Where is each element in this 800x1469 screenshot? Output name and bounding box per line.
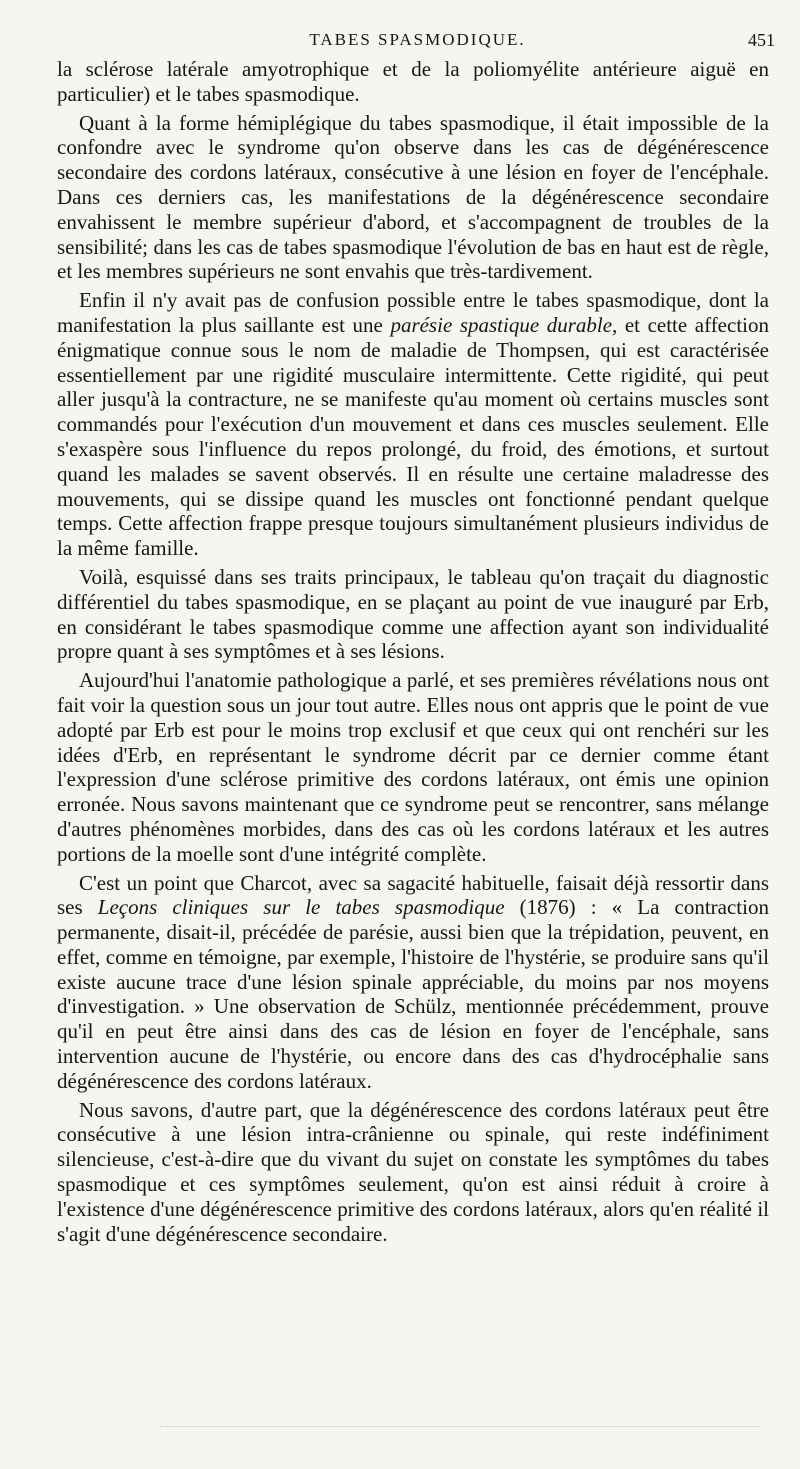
- paragraph-pathology: Aujourd'hui l'anatomie pathologique a parlé, et ses premières révélations nous ont fait voir la question sous un jour tout autre. Elles nous ont appris que le point de vue adopté par Erb est pour le moins trop exclusif et que ceux qui ont renchéri sur les idées d'Erb, en représentant le syndrome décrit par ce dernier comme étant l'expression d'une sclérose primitive des cordons latéraux, ont émis une opinion erronée. Nous savons maintenant que ce syndrome peut se rencontrer, sans mélange d'autres phénomènes morbides, dans des cas où les cordons latéraux et les autres portions de la moelle sont d'une intégrité complète.: [57, 668, 769, 866]
- paragraph-charcot-after: (1876) : « La contraction permanente, disait-il, précédée de parésie, aussi bien que la trépidation, peuvent, en effet, comme en témoigne, par exemple, l'histoire de l'hystérie, se produire sans qu'il existe aucune trace d'une lésion spinale appréciable, du moins par nos moyens d'investigation. » Une observation de Schülz, mentionnée précédemment, prouve qu'il en peut être ainsi dans des cas de lésion en foyer de l'encéphale, sans intervention aucune de l'hystérie, ou encore dans des cas d'hydrocéphalie sans dégénérescence des cordons latéraux.: [57, 895, 769, 1093]
- paragraph-secondary-degeneration: Nous savons, d'autre part, que la dégénérescence des cordons latéraux peut être consécutive à une lésion intra-crânienne ou spinale, qui reste indéfiniment silencieuse, c'est-à-dire que du vivant du sujet on constate les symptômes du tabes spasmodique et ces symptômes seulement, qu'on est ainsi réduit à croire à l'existence d'une dégénérescence primitive des cordons latéraux, alors qu'en réalité il s'agit d'une dégénérescence secondaire.: [57, 1097, 769, 1246]
- text-block: [57, 57, 769, 1337]
- paragraph-charcot-quote: [57, 871, 769, 1094]
- paragraph-charcot-italic: Leçons cliniques sur le tabes spasmodique: [97, 895, 505, 920]
- page-number: 451: [748, 30, 775, 50]
- paragraph-thompsen-disease: [57, 288, 769, 561]
- running-title: TABES SPASMODIQUE.: [309, 30, 526, 49]
- paragraph-thompsen-after: , et cette affection énigmatique connue sous le nom de maladie de Thompsen, qui est caractérisée essentiellement par une rigidité musculaire intermittente. Cette rigidité, qui peut aller jusqu'à la contracture, ne se manifeste qu'au moment où certains muscles sont commandés pour l'exécution d'un mouvement et dans ces muscles seulement. Elle s'exaspère sous l'influence du repos prolongé, du froid, des émotions, et surtout quand les malades se savent observés. Il en résulte une certaine maladresse des mouvements, qui se dissipe quand les muscles ont fonctionné pendant quelque temps. Cette affection frappe presque toujours simultanément plusieurs individus de la même famille.: [57, 312, 769, 561]
- paragraph-erb-diagnostic: Voilà, esquissé dans ses traits principaux, le tableau qu'on traçait du diagnostic différentiel du tabes spasmodique, en se plaçant au point de vue inauguré par Erb, en considérant le tabes spasmodique comme une affection ayant son individualité propre quant à ses symptômes et à ses lésions.: [57, 564, 769, 664]
- footer-print-marks: [160, 1426, 760, 1435]
- paragraph-charcot-before: C'est un point que Charcot, avec sa sagacité habituelle, faisait déjà ressortir dans ses: [57, 870, 769, 920]
- paragraph-thompsen-italic: parésie spastique durable: [390, 312, 613, 337]
- continuation-paragraph: la sclérose latérale amyotrophique et de la poliomyélite antérieure aiguë en particulier) et le tabes spasmodique.: [57, 57, 769, 106]
- running-head: [60, 30, 775, 58]
- paragraph-thompsen-before: Enfin il n'y avait pas de confusion possible entre le tabes spasmodique, dont la manifestation la plus saillante est une: [57, 288, 769, 337]
- paragraph-hemiplegic-form: Quant à la forme hémiplégique du tabes spasmodique, il était impossible de la confondre avec le syndrome qu'on observe dans les cas de dégénérescence secondaire des cordons latéraux, consécutive à une lésion en foyer de l'encéphale. Dans ces derniers cas, les manifestations de la dégénérescence secondaire envahissent le membre supérieur d'abord, et s'accompagnent de troubles de la sensibilité; dans les cas de tabes spasmodique l'évolution de bas en haut est de règle, et les membres supérieurs ne sont envahis que très-tardivement.: [57, 110, 769, 284]
